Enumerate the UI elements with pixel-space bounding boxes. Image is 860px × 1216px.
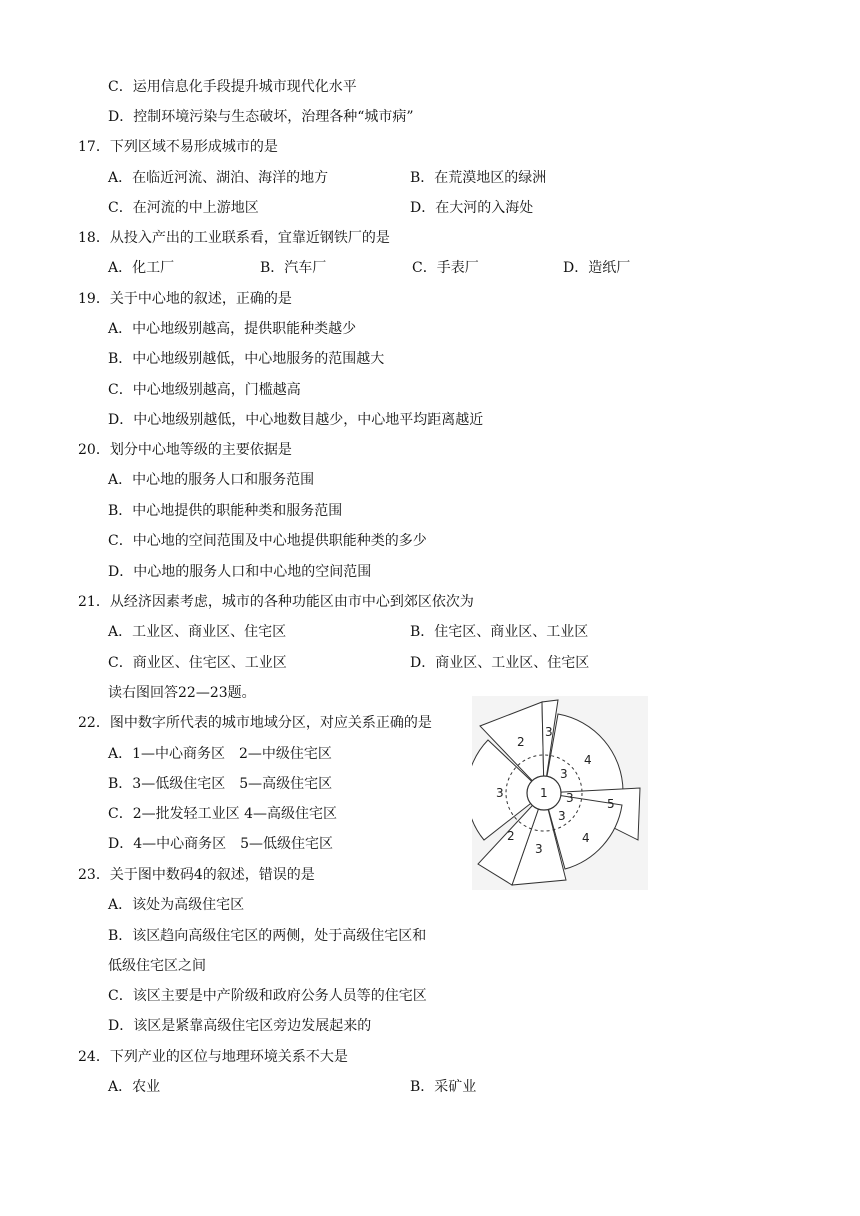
label-2-top: 2 bbox=[517, 735, 525, 749]
q19-option-b: B．中心地级别越低，中心地服务的范围越大 bbox=[108, 351, 385, 367]
q23-option-a: A．该处为高级住宅区 bbox=[108, 897, 245, 913]
label-3-top: 3 bbox=[545, 725, 553, 739]
q23-option-b-line1: B．该区趋向高级住宅区的两侧，处于高级住宅区和 bbox=[108, 928, 427, 944]
q17-option-c: C．在河流的中上游地区 bbox=[108, 200, 259, 216]
label-3-inner-bottom: 3 bbox=[558, 809, 566, 823]
q22-option-a: A．1—中心商务区 2—中级住宅区 bbox=[108, 746, 332, 762]
q17-option-a: A．在临近河流、湖泊、海洋的地方 bbox=[108, 170, 329, 186]
q18-option-d: D．造纸厂 bbox=[563, 260, 631, 276]
q22-option-b: B．3—低级住宅区 5—高级住宅区 bbox=[108, 776, 333, 792]
q18-option-c: C．手表厂 bbox=[412, 260, 479, 276]
q20-option-c: C．中心地的空间范围及中心地提供职能种类的多少 bbox=[108, 533, 427, 549]
q17-stem: 17．下列区域不易形成城市的是 bbox=[78, 139, 278, 155]
q20-stem: 20．划分中心地等级的主要依据是 bbox=[78, 442, 292, 458]
figure-intro: 读右图回答22—23题。 bbox=[108, 685, 256, 701]
q22-option-d: D．4—中心商务区 5—低级住宅区 bbox=[108, 836, 334, 852]
q21-option-d: D．商业区、工业区、住宅区 bbox=[410, 655, 590, 671]
q23-stem: 23．关于图中数码4的叙述，错误的是 bbox=[78, 867, 315, 883]
q20-option-d: D．中心地的服务人口和中心地的空间范围 bbox=[108, 564, 372, 580]
q21-option-b: B．住宅区、商业区、工业区 bbox=[410, 624, 589, 640]
q22-option-c: C．2—批发轻工业区 4—高级住宅区 bbox=[108, 806, 337, 822]
label-2-bottom: 2 bbox=[507, 829, 515, 843]
q20-option-b: B．中心地提供的职能种类和服务范围 bbox=[108, 503, 343, 519]
q22-stem: 22．图中数字所代表的城市地域分区，对应关系正确的是 bbox=[78, 715, 432, 731]
q18-option-a: A．化工厂 bbox=[108, 260, 175, 276]
label-5: 5 bbox=[607, 797, 615, 811]
label-4-upper: 4 bbox=[584, 753, 592, 767]
q18-option-b: B．汽车厂 bbox=[260, 260, 327, 276]
label-3-bottom: 3 bbox=[535, 842, 543, 856]
q21-option-c: C．商业区、住宅区、工业区 bbox=[108, 655, 287, 671]
q16-option-c: C．运用信息化手段提升城市现代化水平 bbox=[108, 79, 357, 95]
q24-stem: 24．下列产业的区位与地理环境关系不大是 bbox=[78, 1049, 348, 1065]
q19-stem: 19．关于中心地的叙述，正确的是 bbox=[78, 291, 292, 307]
label-3-inner-right: 3 bbox=[566, 791, 574, 805]
label-3-inner-top: 3 bbox=[560, 767, 568, 781]
q24-option-b: B．采矿业 bbox=[410, 1079, 477, 1095]
q19-option-d: D．中心地级别越低，中心地数目越少，中心地平均距离越近 bbox=[108, 412, 484, 428]
urban-zone-figure bbox=[472, 696, 648, 890]
q18-stem: 18．从投入产出的工业联系看，宜靠近钢铁厂的是 bbox=[78, 230, 390, 246]
q21-stem: 21．从经济因素考虑，城市的各种功能区由市中心到郊区依次为 bbox=[78, 594, 474, 610]
label-1: 1 bbox=[540, 786, 548, 800]
label-4-lower: 4 bbox=[582, 831, 590, 845]
q21-option-a: A．工业区、商业区、住宅区 bbox=[108, 624, 287, 640]
q17-option-d: D．在大河的入海处 bbox=[410, 200, 534, 216]
q19-option-a: A．中心地级别越高，提供职能种类越少 bbox=[108, 321, 357, 337]
q19-option-c: C．中心地级别越高，门槛越高 bbox=[108, 382, 301, 398]
q23-option-c: C．该区主要是中产阶级和政府公务人员等的住宅区 bbox=[108, 988, 427, 1004]
label-3-left: 3 bbox=[496, 786, 504, 800]
q16-option-d: D．控制环境污染与生态破坏，治理各种“城市病” bbox=[108, 109, 414, 125]
q23-option-b-line2: 低级住宅区之间 bbox=[108, 958, 206, 974]
q20-option-a: A．中心地的服务人口和服务范围 bbox=[108, 472, 315, 488]
q23-option-d: D．该区是紧靠高级住宅区旁边发展起来的 bbox=[108, 1018, 372, 1034]
q17-option-b: B．在荒漠地区的绿洲 bbox=[410, 170, 547, 186]
urban-zone-diagram bbox=[472, 696, 648, 890]
q24-option-a: A．农业 bbox=[108, 1079, 161, 1095]
